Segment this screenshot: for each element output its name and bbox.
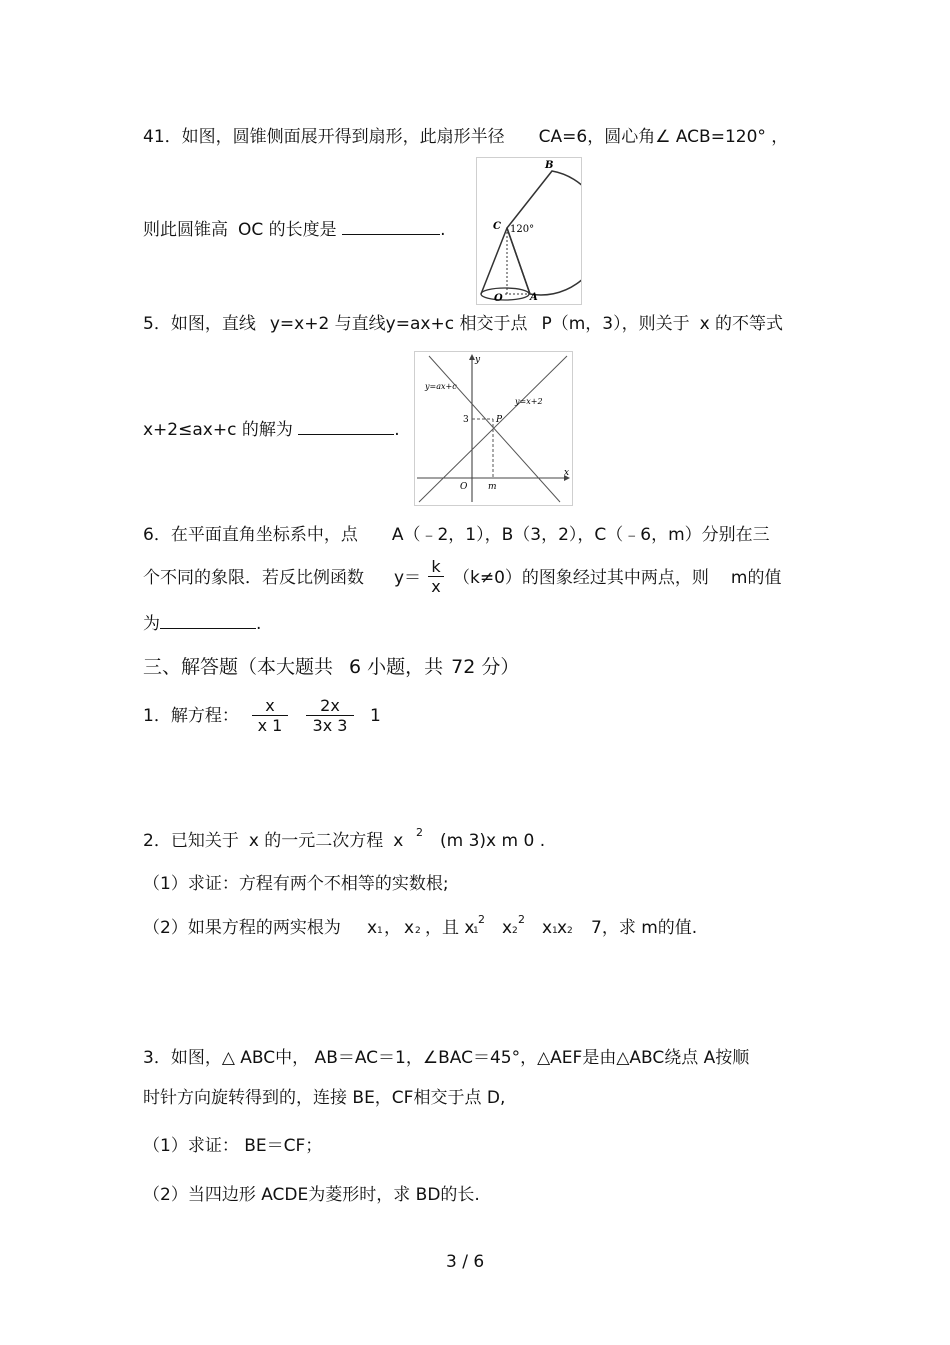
p2-eq-x: x (393, 831, 404, 851)
q5-text-a: 5．如图，直线 (143, 314, 256, 334)
p2-sub2-b: ，且 x (425, 918, 475, 938)
frac-numerator: x (265, 696, 275, 715)
frac-numerator: 2x (320, 696, 340, 715)
label-angle: 120° (510, 224, 535, 235)
axis-y-label: y (475, 355, 481, 365)
q5-line2 (143, 418, 400, 441)
q5-text-d: P（m，3），则关于 (541, 314, 690, 334)
label-a: A (530, 292, 538, 303)
section-heading (143, 656, 519, 678)
p1-rhs: 1 (370, 706, 381, 726)
point-p-label: P (496, 415, 503, 425)
p2-eq-sup: 2 (416, 826, 423, 839)
p2-sub2-e: 7，求 m的值. (591, 918, 698, 938)
axis-x-label: x (564, 468, 570, 478)
p2-line1 (143, 830, 403, 852)
q6-text-b: A（﹣2，1），B（3，2），C（﹣6，m）分别在三 (391, 525, 770, 545)
p1-label: 1．解方程： (143, 706, 239, 726)
p2-sub2-x2: x (404, 918, 415, 938)
q41-line2-a: 则此圆锥高 (143, 220, 228, 240)
q6-period: . (256, 614, 262, 634)
p2-sub2-c-sup: 2 (518, 913, 525, 926)
q5-line1 (143, 313, 783, 335)
p2-sub2-a: （2）如果方程的两实根为 (143, 918, 341, 938)
q6-text-d: （k≠0）的图象经过其中两点，则 (453, 568, 709, 588)
p1-fraction-2 (306, 696, 354, 735)
label-o: O (494, 293, 503, 304)
q5-period: . (394, 420, 400, 440)
answer-blank (160, 612, 256, 629)
p3-line1: 3．如图，△ ABC中， AB＝AC＝1，∠BAC＝45°，△AEF是由△ABC绕点 A按顺 (143, 1048, 750, 1068)
tick-m-label: m (488, 482, 497, 492)
p2-sub2-x1: x (367, 918, 378, 938)
q6-text-f: 为 (143, 614, 160, 634)
frac-denominator: 3x 3 (306, 715, 354, 735)
p2-sub2-b-s: 1 (473, 926, 479, 936)
p2-sub2-d-s1: 1 (552, 926, 558, 936)
line1-label: y=ax+c (425, 382, 457, 391)
q5-line2-text: x+2≤ax+c 的解为 (143, 420, 293, 440)
p1-fraction-1 (252, 696, 288, 735)
q6-func-y: y＝ (394, 568, 422, 588)
p2-sub2-sep: ， (384, 918, 401, 938)
q6-text-c: 个不同的象限．若反比例函数 (143, 568, 364, 588)
p3-line2: 时针方向旋转得到的，连接 BE，CF相交于点 D, (143, 1088, 506, 1108)
p2-sub2-x1s: 1 (377, 926, 383, 936)
p2-text-a: 2．已知关于 (143, 831, 239, 851)
section-title: 三、解答题（本大题共 (143, 656, 334, 678)
section-count: 6 小题，共 (349, 656, 444, 678)
p2-sub2-c: x (502, 918, 513, 938)
fraction-k-over-x (428, 557, 444, 596)
p2-text-b: x 的一元二次方程 (248, 831, 384, 851)
p2-sub2-x2s: 2 (415, 926, 421, 936)
q6-line2b (453, 567, 781, 589)
q41-text-b: CA=6，圆心角∠ ACB=120° ， (538, 127, 789, 147)
q41-period: . (440, 220, 446, 240)
p2-sub2-c-s: 2 (512, 926, 518, 936)
frac-numerator: k (431, 557, 441, 576)
frac-denominator: x (428, 576, 444, 596)
p2-sub2-b-sup: 2 (478, 913, 485, 926)
line2-label: y=x+2 (515, 397, 543, 406)
p3-sub1: （1）求证： BE＝CF； (143, 1136, 323, 1156)
tick-3-label: 3 (463, 415, 469, 425)
frac-denominator: x 1 (252, 715, 288, 735)
cone-sector-figure (476, 157, 582, 305)
q5-text-c: y=ax+c 相交于点 (385, 314, 528, 334)
section-score: 72 分） (451, 656, 520, 678)
q41-text-a: 41．如图，圆锥侧面展开得到扇形，此扇形半径 (143, 127, 505, 147)
answer-blank (342, 218, 440, 235)
p2-sub2-d: x (542, 918, 553, 938)
lines-graph-figure (414, 351, 573, 506)
label-b: B (545, 160, 554, 171)
q5-text-e: x 的不等式 (699, 314, 784, 334)
label-c: C (493, 221, 501, 232)
q6-line3 (143, 612, 261, 635)
q6-text-a: 6．在平面直角坐标系中，点 (143, 525, 358, 545)
q6-text-e: m的值 (730, 568, 782, 588)
page-number: 3 / 6 (446, 1252, 485, 1272)
q6-line1 (143, 524, 770, 546)
p2-sub2-d2: x (557, 918, 568, 938)
p2-sub2-d-s2: 2 (567, 926, 573, 936)
q41-line1 (143, 126, 788, 148)
q5-text-b: y=x+2 与直线 (269, 314, 386, 334)
origin-label: O (460, 482, 468, 492)
answer-blank (298, 418, 394, 435)
p2-eq-rest: (m 3)x m 0 . (440, 831, 546, 851)
p2-sub1: （1）求证：方程有两个不相等的实数根; (143, 874, 449, 894)
q41-line2 (143, 218, 445, 241)
p3-sub2: （2）当四边形 ACDE为菱形时，求 BD的长. (143, 1185, 480, 1205)
q6-line2a (143, 567, 421, 589)
q41-line2-b: OC 的长度是 (238, 220, 337, 240)
